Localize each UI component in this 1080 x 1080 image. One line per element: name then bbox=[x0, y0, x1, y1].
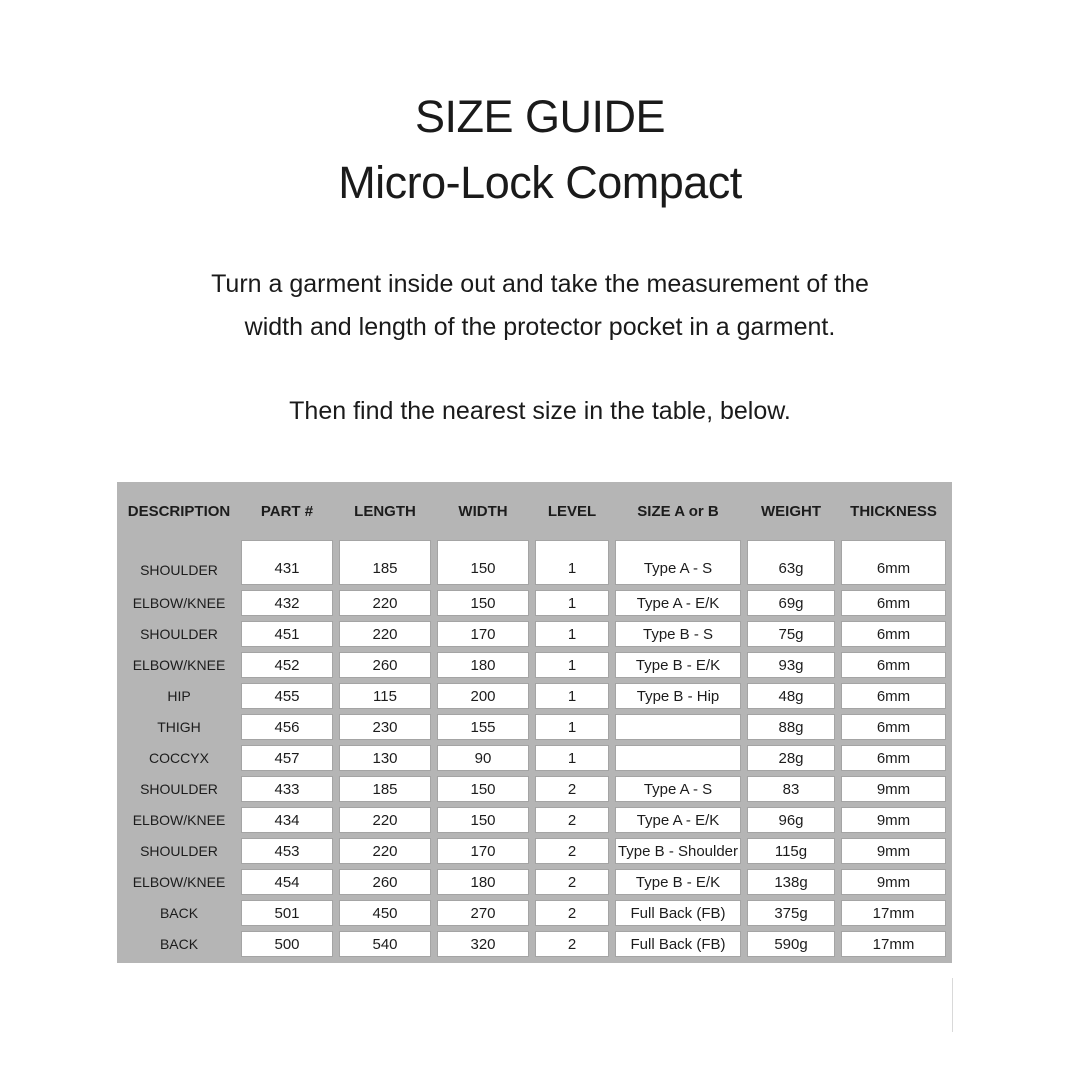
page-title-line2: Micro-Lock Compact bbox=[338, 157, 742, 208]
column-header-size-a-or-b: SIZE A or B bbox=[637, 502, 719, 520]
table-cell: 450 bbox=[339, 900, 431, 926]
table-cell: 9mm bbox=[841, 869, 946, 895]
table-cell: 2 bbox=[535, 807, 609, 833]
description-cell: THIGH bbox=[157, 719, 201, 735]
table-cell: 170 bbox=[437, 838, 529, 864]
table-cell: 63g bbox=[747, 540, 835, 585]
table-cell: Type B - Hip bbox=[615, 683, 741, 709]
table-cell: 6mm bbox=[841, 621, 946, 647]
table-cell: 1 bbox=[535, 745, 609, 771]
table-cell: 2 bbox=[535, 931, 609, 957]
page-title-line1: SIZE GUIDE bbox=[414, 91, 666, 142]
table-cell: Type B - S bbox=[615, 621, 741, 647]
table-cell: Type B - E/K bbox=[615, 652, 741, 678]
table-cell: 433 bbox=[241, 776, 333, 802]
page-title bbox=[0, 84, 1080, 216]
table-cell: 500 bbox=[241, 931, 333, 957]
table-cell: 2 bbox=[535, 838, 609, 864]
table-cell: 220 bbox=[339, 838, 431, 864]
table-cell: 17mm bbox=[841, 931, 946, 957]
table-row bbox=[123, 540, 946, 585]
table-cell: 150 bbox=[437, 590, 529, 616]
instruction-paragraph-2 bbox=[0, 390, 1080, 433]
column-header-part: PART # bbox=[260, 502, 314, 520]
column-header-thickness: THICKNESS bbox=[850, 502, 937, 520]
table-cell: 2 bbox=[535, 776, 609, 802]
table-cell: Full Back (FB) bbox=[615, 931, 741, 957]
table-cell: 1 bbox=[535, 621, 609, 647]
description-cell: SHOULDER bbox=[140, 626, 218, 642]
description-cell: BACK bbox=[159, 905, 199, 921]
size-table bbox=[117, 482, 952, 962]
table-cell: 220 bbox=[339, 621, 431, 647]
table-cell: 456 bbox=[241, 714, 333, 740]
table-cell: 320 bbox=[437, 931, 529, 957]
table-cell bbox=[615, 714, 741, 740]
table-cell: 6mm bbox=[841, 745, 946, 771]
table-cell: 155 bbox=[437, 714, 529, 740]
table-cell: 180 bbox=[437, 652, 529, 678]
description-cell: HIP bbox=[167, 688, 191, 704]
description-cell: SHOULDER bbox=[140, 562, 218, 578]
table-cell: 115g bbox=[747, 838, 835, 864]
table-cell: 9mm bbox=[841, 838, 946, 864]
table-cell: 6mm bbox=[841, 652, 946, 678]
table-cell: 185 bbox=[339, 776, 431, 802]
table-cell: 260 bbox=[339, 869, 431, 895]
table-cell: Type A - E/K bbox=[615, 590, 741, 616]
table-cell: 434 bbox=[241, 807, 333, 833]
column-header-description: DESCRIPTION bbox=[127, 502, 231, 520]
table-row bbox=[123, 900, 946, 926]
description-cell: SHOULDER bbox=[140, 843, 218, 859]
table-cell: 501 bbox=[241, 900, 333, 926]
description-cell: BACK bbox=[159, 936, 199, 952]
table-cell: 17mm bbox=[841, 900, 946, 926]
table-row bbox=[123, 931, 946, 957]
table-row bbox=[123, 776, 946, 802]
table-cell: 2 bbox=[535, 869, 609, 895]
table-cell: 75g bbox=[747, 621, 835, 647]
table-row bbox=[123, 590, 946, 616]
table-cell: 270 bbox=[437, 900, 529, 926]
table-cell: 69g bbox=[747, 590, 835, 616]
table-cell: 88g bbox=[747, 714, 835, 740]
table-cell: 200 bbox=[437, 683, 529, 709]
instruction-line3: Then find the nearest size in the table, below. bbox=[289, 397, 791, 425]
description-cell: SHOULDER bbox=[140, 781, 218, 797]
table-cell: 220 bbox=[339, 807, 431, 833]
table-cell: 1 bbox=[535, 652, 609, 678]
table-cell: 185 bbox=[339, 540, 431, 585]
page-edge-line bbox=[952, 978, 953, 1032]
table-row bbox=[123, 652, 946, 678]
table-cell: Type A - S bbox=[615, 776, 741, 802]
table-cell: 590g bbox=[747, 931, 835, 957]
table-cell: 1 bbox=[535, 683, 609, 709]
table-cell: 115 bbox=[339, 683, 431, 709]
table-cell: 230 bbox=[339, 714, 431, 740]
size-table-body bbox=[123, 540, 946, 957]
table-cell: 431 bbox=[241, 540, 333, 585]
description-cell: ELBOW/KNEE bbox=[132, 595, 226, 611]
table-cell: 1 bbox=[535, 714, 609, 740]
table-row bbox=[123, 621, 946, 647]
table-cell: 180 bbox=[437, 869, 529, 895]
table-cell: 454 bbox=[241, 869, 333, 895]
table-cell: Type A - S bbox=[615, 540, 741, 585]
table-cell: 9mm bbox=[841, 776, 946, 802]
table-cell: 90 bbox=[437, 745, 529, 771]
table-cell: 375g bbox=[747, 900, 835, 926]
table-row bbox=[123, 869, 946, 895]
table-cell: 6mm bbox=[841, 540, 946, 585]
table-cell: Type A - E/K bbox=[615, 807, 741, 833]
description-cell: ELBOW/KNEE bbox=[132, 812, 226, 828]
table-cell: 93g bbox=[747, 652, 835, 678]
table-cell: 150 bbox=[437, 776, 529, 802]
table-cell: 150 bbox=[437, 807, 529, 833]
table-cell: 260 bbox=[339, 652, 431, 678]
table-cell: 1 bbox=[535, 540, 609, 585]
table-cell: 96g bbox=[747, 807, 835, 833]
table-cell: 457 bbox=[241, 745, 333, 771]
table-cell: 150 bbox=[437, 540, 529, 585]
table-cell: 130 bbox=[339, 745, 431, 771]
table-cell bbox=[615, 745, 741, 771]
table-cell: 1 bbox=[535, 590, 609, 616]
table-row bbox=[123, 714, 946, 740]
table-cell: 9mm bbox=[841, 807, 946, 833]
description-cell: ELBOW/KNEE bbox=[132, 657, 226, 673]
column-header-width: WIDTH bbox=[458, 502, 508, 520]
table-cell: 83 bbox=[747, 776, 835, 802]
table-row bbox=[123, 745, 946, 771]
column-header-length: LENGTH bbox=[354, 502, 416, 520]
table-cell: 220 bbox=[339, 590, 431, 616]
table-cell: 2 bbox=[535, 900, 609, 926]
table-cell: 452 bbox=[241, 652, 333, 678]
table-cell: 451 bbox=[241, 621, 333, 647]
column-header-weight: WEIGHT bbox=[761, 502, 821, 520]
table-cell: 540 bbox=[339, 931, 431, 957]
column-header-level: LEVEL bbox=[547, 502, 597, 520]
instruction-line1: Turn a garment inside out and take the measurement of the bbox=[211, 270, 869, 298]
table-cell: Full Back (FB) bbox=[615, 900, 741, 926]
table-cell: Type B - E/K bbox=[615, 869, 741, 895]
table-cell: 6mm bbox=[841, 683, 946, 709]
table-cell: 48g bbox=[747, 683, 835, 709]
table-cell: 455 bbox=[241, 683, 333, 709]
table-cell: Type B - Shoulder bbox=[615, 838, 741, 864]
description-cell: ELBOW/KNEE bbox=[132, 874, 226, 890]
instruction-paragraph-1 bbox=[0, 263, 1080, 349]
table-cell: 170 bbox=[437, 621, 529, 647]
size-table-header-row bbox=[123, 487, 946, 535]
instruction-line2: width and length of the protector pocket in a garment. bbox=[244, 313, 836, 341]
size-table-panel bbox=[117, 482, 952, 963]
description-cell: COCCYX bbox=[149, 750, 209, 766]
table-row bbox=[123, 807, 946, 833]
table-cell: 28g bbox=[747, 745, 835, 771]
table-cell: 6mm bbox=[841, 590, 946, 616]
table-cell: 6mm bbox=[841, 714, 946, 740]
table-row bbox=[123, 683, 946, 709]
table-cell: 453 bbox=[241, 838, 333, 864]
table-cell: 138g bbox=[747, 869, 835, 895]
table-row bbox=[123, 838, 946, 864]
table-cell: 432 bbox=[241, 590, 333, 616]
